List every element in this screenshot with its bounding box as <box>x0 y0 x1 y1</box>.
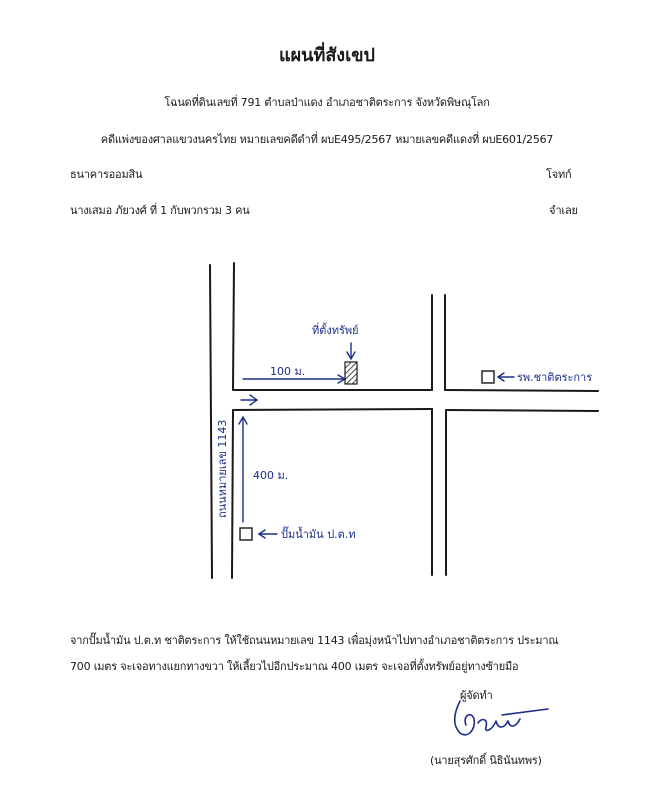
case-line: คดีแพ่งของศาลแขวงนครไทย หมายเลขคดีดำที่ ผบE495/2567 หมายเลขคดีแดงที่ ผบE601/2567 <box>100 133 554 146</box>
gas-station-label: ปั๊มน้ำมัน ป.ต.ท <box>281 528 356 541</box>
directions-line-1: จากปั๊มน้ำมัน ป.ต.ท ชาติตระการ ให้ใช้ถนนหมายเลข 1143 เพื่อมุ่งหน้าไปทางอำเภอชาติตระการ ประมาณ <box>70 634 559 647</box>
deed-line: โฉนดที่ดินเลขที่ 791 ตำบลป่าแดง อำเภอชาติตระการ จังหวัดพิษณุโลก <box>164 96 490 109</box>
hospital-icon <box>482 371 494 383</box>
property-label: ที่ตั้งทรัพย์ <box>312 324 359 337</box>
defendant-role: จำเลย <box>549 204 578 217</box>
hospital-label: รพ.ชาติตระการ <box>517 371 593 384</box>
side-road-bottom-edge-east <box>446 410 598 411</box>
main-road-left-edge <box>210 265 212 578</box>
road-label: ถนนหมายเลข 1143 <box>216 419 229 518</box>
property-plot <box>345 362 357 384</box>
main-road-right-edge-lower <box>232 410 233 578</box>
main-road-right-edge-upper <box>233 263 234 390</box>
side-road-top-edge-east <box>445 390 598 391</box>
defendant-name: นางเสมอ ภัยวงศ์ ที่ 1 กับพวกรวม 3 คน <box>70 204 250 217</box>
document-title: แผนที่สังเขป <box>279 45 375 66</box>
plaintiff-name: ธนาคารออมสิน <box>70 168 143 181</box>
signature-role: ผู้จัดทำ <box>460 689 493 702</box>
distance-left-label: 400 ม. <box>253 469 289 482</box>
side-road-bottom-edge-west <box>233 409 432 410</box>
gas-station-icon <box>240 528 252 540</box>
plaintiff-role: โจทก์ <box>546 168 572 181</box>
distance-top-label: 100 ม. <box>270 365 306 378</box>
signature-image <box>430 695 560 745</box>
directions-line-2: 700 เมตร จะเจอทางแยกทางขวา ให้เลี้ยวไปอีกประมาณ 400 เมตร จะเจอที่ตั้งทรัพย์อยู่ทางซ้ายมือ <box>70 660 519 673</box>
signature-name: (นายสุรศักดิ์ นิธินันทพร) <box>430 754 542 767</box>
